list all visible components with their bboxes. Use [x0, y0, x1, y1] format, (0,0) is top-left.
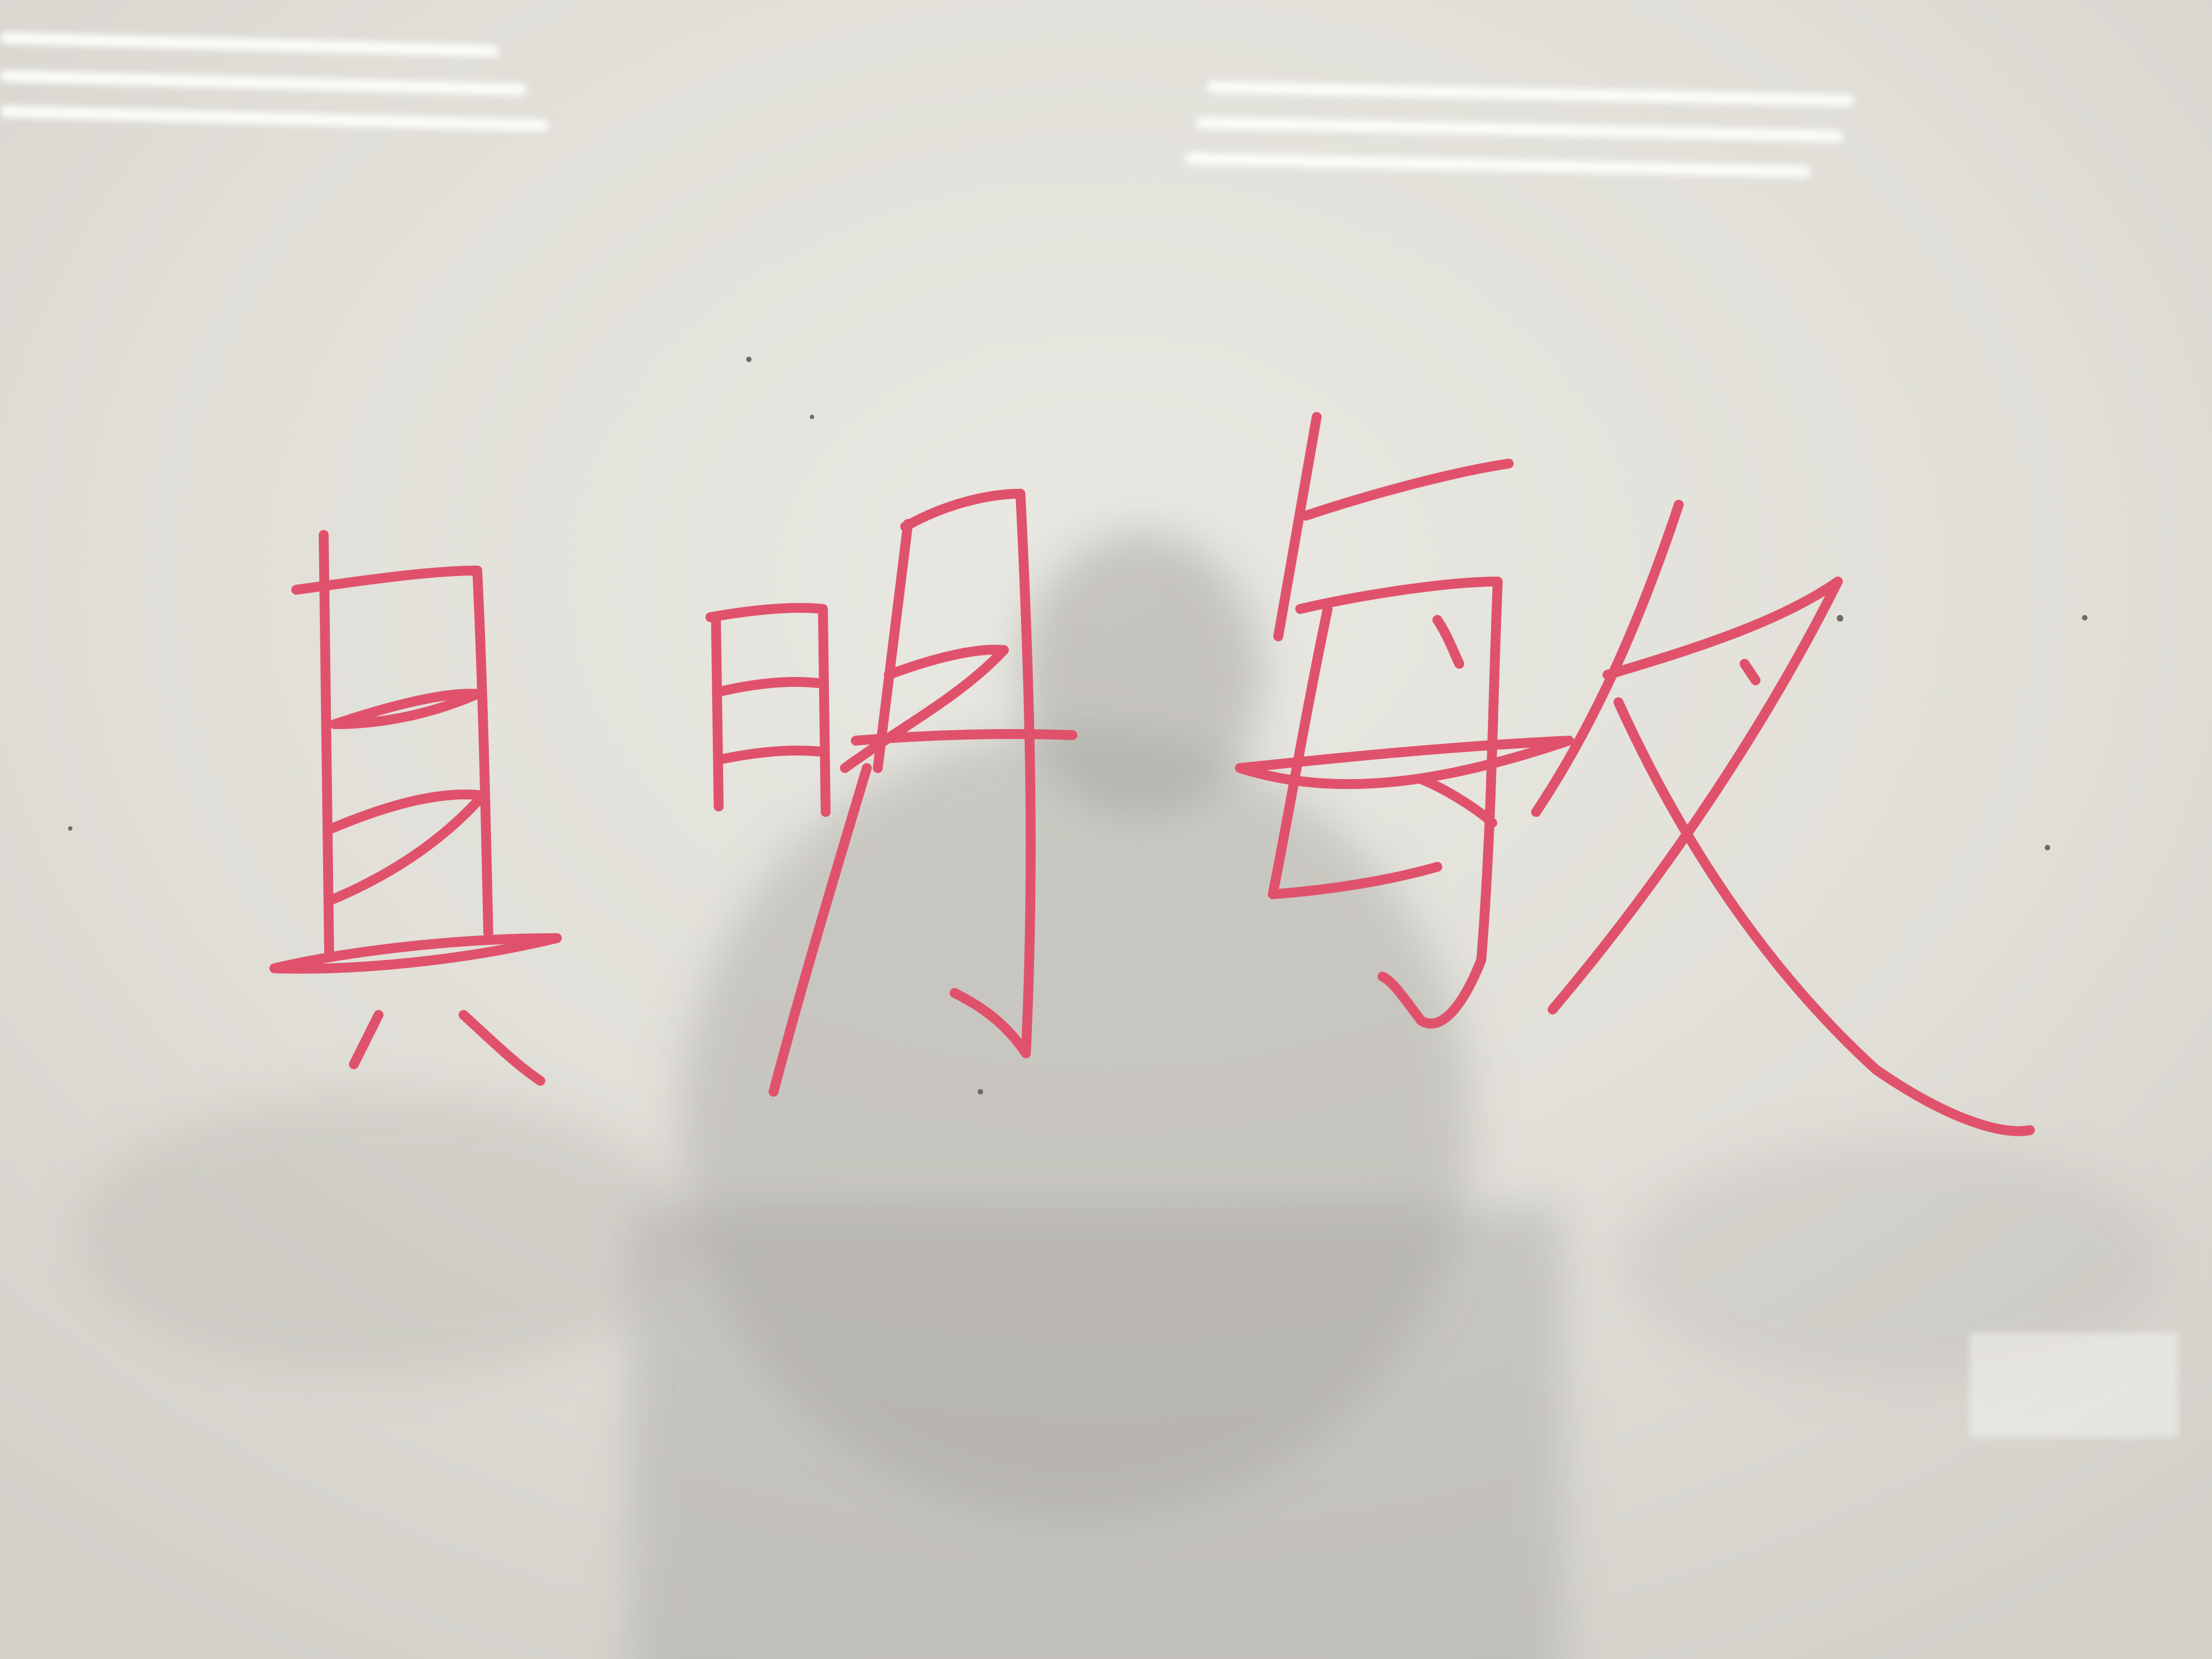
- handwritten-min-icon: [1240, 417, 2030, 1131]
- handwritten-ming-icon: [710, 494, 1073, 1092]
- handwritten-ju-icon: [274, 535, 557, 1081]
